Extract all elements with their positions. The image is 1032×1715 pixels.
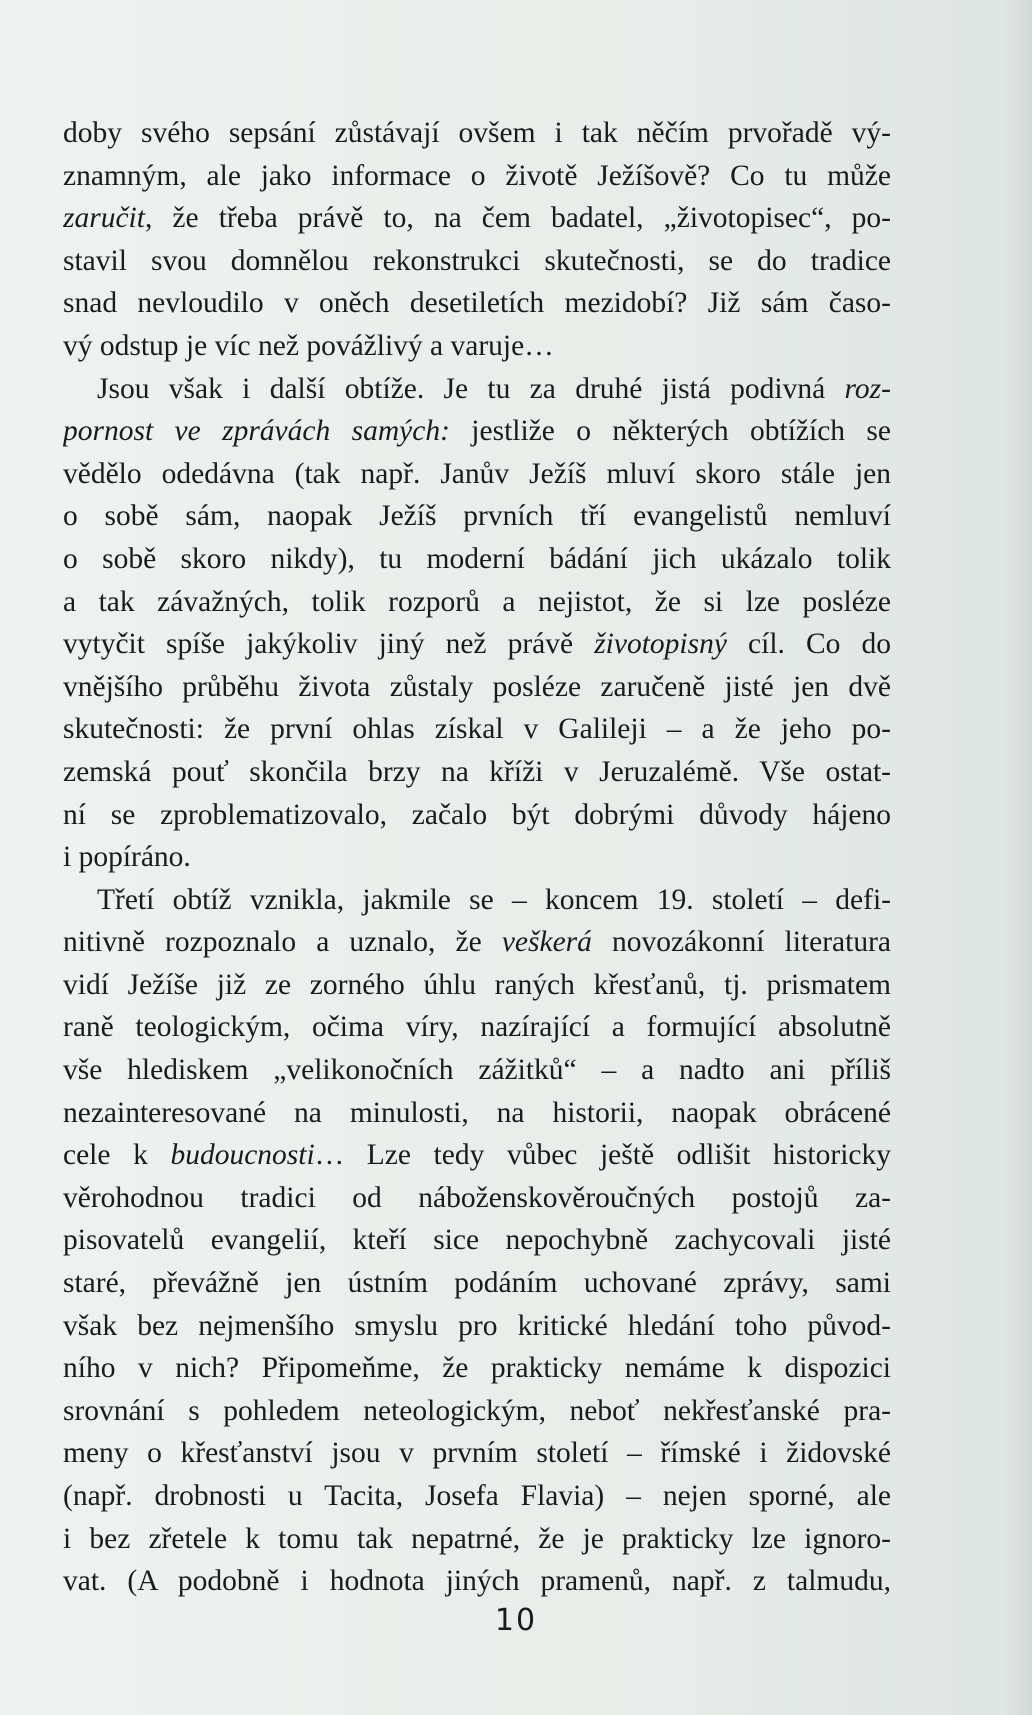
text-line: vnějšího průběhu života zůstaly posléze zaručeně jisté jen dvě (63, 670, 891, 703)
page-number: 10 (494, 1603, 538, 1638)
text-line: meny o křesťanství jsou v prvním století – římské i židovské (63, 1437, 891, 1470)
text-line: ní se zproblematizovalo, začalo být dobrými důvody hájeno (63, 798, 891, 831)
text-line: ního v nich? Připomeňme, že prakticky nemáme k dispozici (63, 1352, 891, 1385)
text-line: staré, převážně jen ústním podáním uchované zprávy, sami (63, 1267, 891, 1300)
page-edge-shadow (1002, 0, 1032, 1715)
text-line: cele k budoucnosti… Lze tedy vůbec ještě odlišit historicky (63, 1139, 891, 1172)
paragraph-end-line: i popíráno. (63, 841, 191, 874)
text-line: doby svého sepsání zůstávají ovšem i tak něčím prvořadě vý- (63, 117, 891, 149)
text-line: znamným, ale jako informace o životě Ježíšově? Co tu může (63, 159, 891, 192)
paragraph-end-line: vý odstup je víc než povážlivý a varuje… (63, 329, 554, 362)
text-line: vat. (A podobně i hodnota jiných pramenů, např. z talmudu, (63, 1565, 891, 1598)
text-line: skutečnosti: že první ohlas získal v Galileji – a že jeho po- (63, 713, 891, 746)
text-line: věrohodnou tradici od náboženskověroučných postojů za- (63, 1181, 891, 1214)
text-line: pisovatelů evangelií, kteří sice nepochybně zachycovali jisté (63, 1224, 891, 1257)
text-line: raně teologickým, očima víry, nazírající a formující absolutně (63, 1011, 891, 1044)
text-line: snad nevloudilo v oněch desetiletích mezidobí? Již sám časo- (63, 287, 891, 320)
text-line: a tak závažných, tolik rozporů a nejistot, že si lze posléze (63, 585, 891, 618)
paragraph-start-line: Třetí obtíž vznikla, jakmile se – koncem 19. století – defi- (97, 883, 891, 916)
text-line: stavil svou domnělou rekonstrukci skutečnosti, se do tradice (63, 244, 891, 277)
text-line: vidí Ježíše již ze zorného úhlu raných křesťanů, tj. prismatem (63, 968, 891, 1001)
text-line: i bez zřetele k tomu tak nepatrné, že je prakticky lze ignoro- (63, 1522, 891, 1555)
text-line: zaručit, že třeba právě to, na čem badatel, „životopisec“, po- (63, 202, 891, 235)
text-line: pornost ve zprávách samých: jestliže o některých obtížích se (63, 415, 891, 448)
text-line: zemská pouť skončila brzy na kříži v Jeruzalémě. Vše ostat- (63, 755, 891, 788)
text-line: o sobě skoro nikdy), tu moderní bádání jich ukázalo tolik (63, 542, 891, 575)
body-text (63, 112, 891, 1603)
text-line: však bez nejmenšího smyslu pro kritické hledání toho původ- (63, 1309, 891, 1342)
text-line: nezainteresované na minulosti, na historii, naopak obrácené (63, 1096, 891, 1129)
text-line: o sobě sám, naopak Ježíš prvních tří evangelistů nemluví (63, 500, 891, 533)
text-line: vše hlediskem „velikonočních zážitků“ – a nadto ani příliš (63, 1054, 891, 1087)
text-line: vytyčit spíše jakýkoliv jiný než právě životopisný cíl. Co do (63, 628, 891, 661)
paragraph-start-line: Jsou však i další obtíže. Je tu za druhé jistá podivná roz- (97, 372, 891, 405)
text-line: srovnání s pohledem neteologickým, neboť nekřesťanské pra- (63, 1394, 891, 1427)
text-line: vědělo odedávna (tak např. Janův Ježíš mluví skoro stále jen (63, 457, 891, 490)
text-line: nitivně rozpoznalo a uznalo, že veškerá novozákonní literatura (63, 926, 891, 959)
text-line: (např. drobnosti u Tacita, Josefa Flavia) – nejen sporné, ale (63, 1480, 891, 1512)
